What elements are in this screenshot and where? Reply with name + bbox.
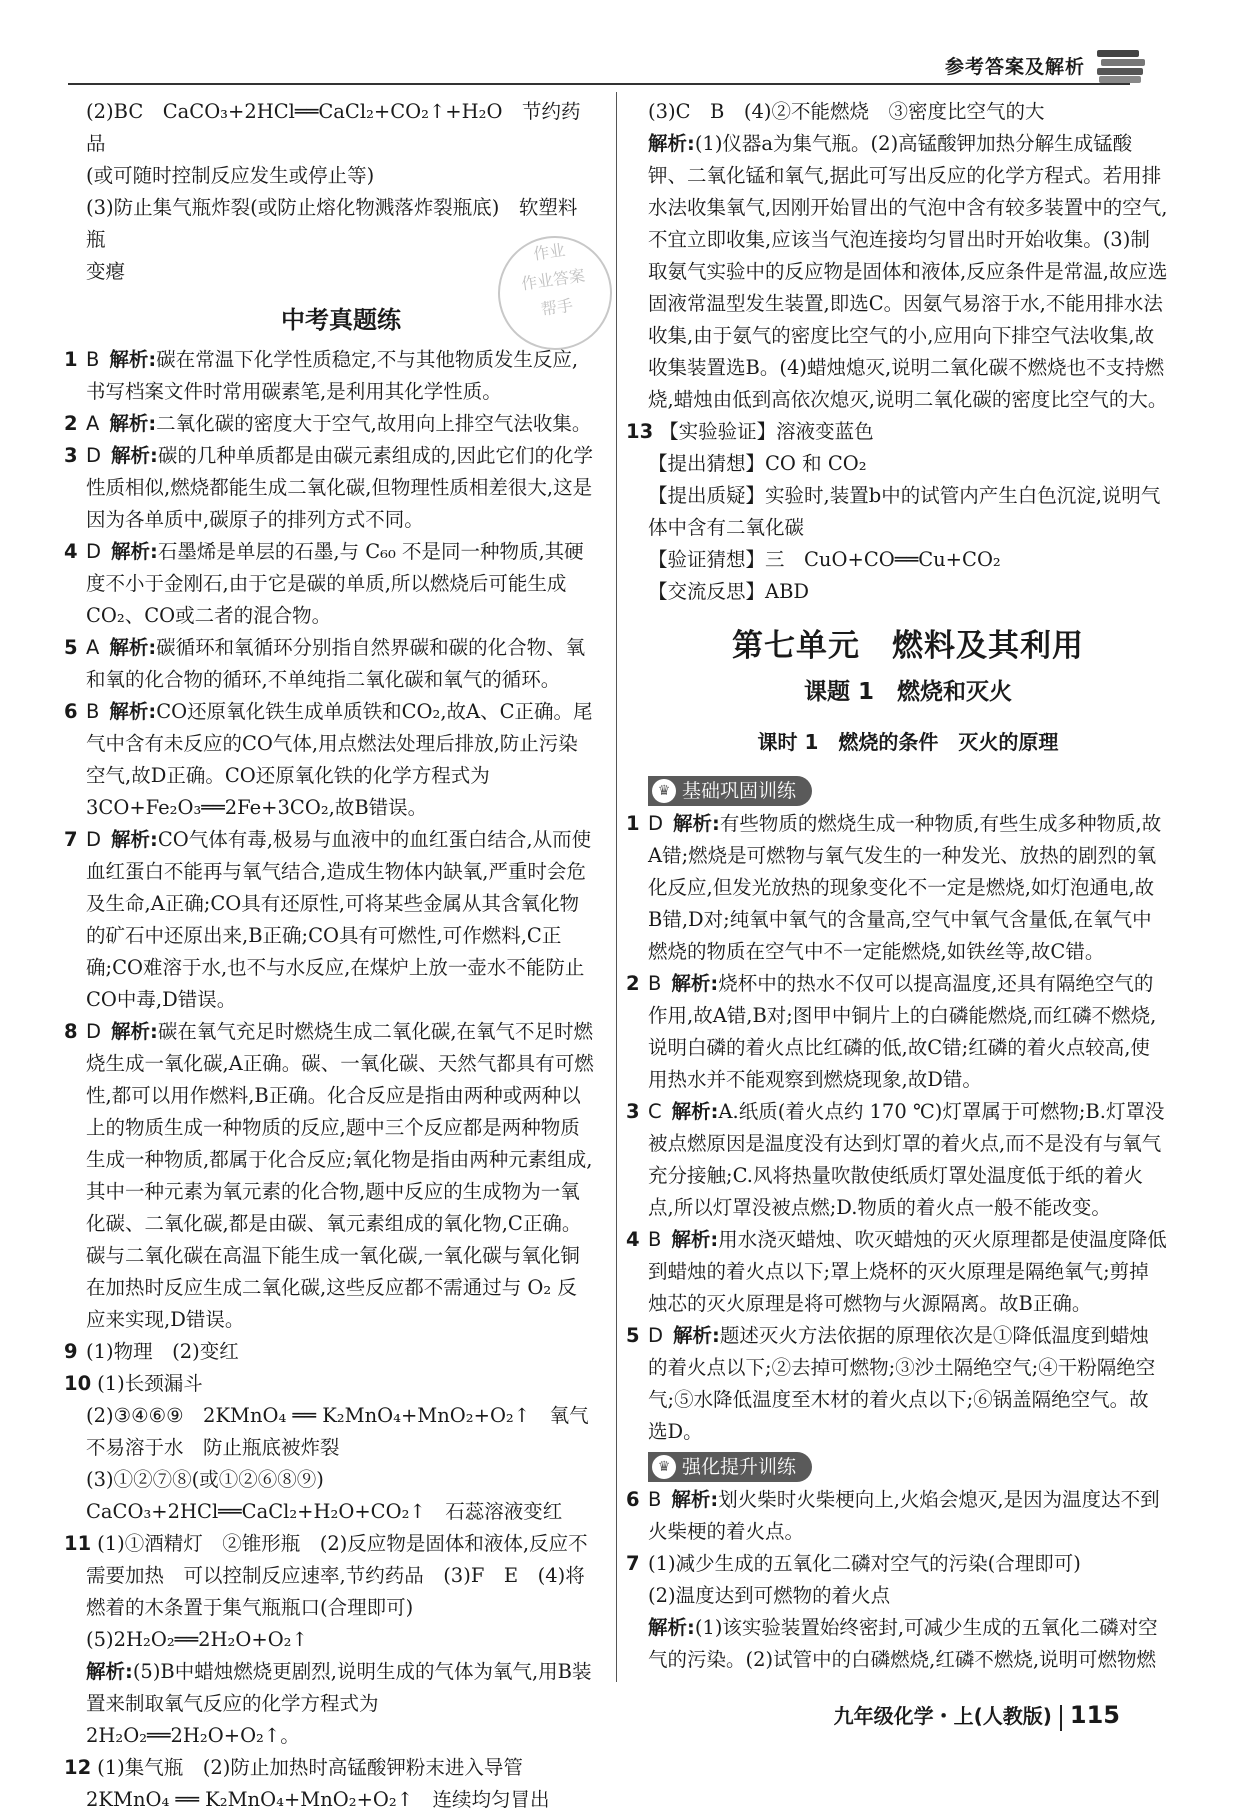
page-header	[0, 0, 1250, 90]
analysis-text: 解析:(1)该实验装置始终密封,可减少生成的五氧化二磷对空气的污染。(2)试管中的白磷燃烧,红磷不燃烧,说明可燃物燃	[648, 1616, 1158, 1671]
answer-item: 12 (1)集气瓶 (2)防止加热时高锰酸钾粉末进入导管	[64, 1756, 523, 1779]
answer-subitem: (2)温度达到可燃物的着火点	[648, 1584, 891, 1607]
analysis-text: 解析:(1)仪器a为集气瓶。(2)高锰酸钾加热分解生成锰酸钾、二氧化锰和氧气,据此可写出反应的化学方程式。若用排水法收集氧气,因刚开始冒出的气泡中含有较多装置中的空气,不宜立即收集,应该当气泡连接均匀冒出时开始收集。(3)制取氨气实验中的反应物是固体和液体,反应条件是常温,故应选固液常温型发生装置,即选C。因氨气易溶于水,不能用排水法收集,由于氨气的密度比空气的小,应用向下排空气法收集,故收集装置选B。(4)蜡烛熄灭,说明二氧化碳不燃烧也不支持燃烧,蜡烛由低到高依次熄灭,说明二氧化碳的密度比空气的大。	[648, 132, 1168, 411]
book-title: 九年级化学・上(人教版)	[833, 1704, 1052, 1728]
text-line: 变瘪	[86, 260, 126, 283]
answer-item: 13 【实验验证】溶液变蓝色	[626, 420, 874, 443]
section-badge: ♛ 基础巩固训练	[648, 776, 812, 806]
page-footer	[834, 1700, 1120, 1731]
text-line: (3)防止集气瓶炸裂(或防止熔化物溅落炸裂瓶底) 软塑料瓶	[86, 196, 578, 251]
crown-icon: ♛	[652, 779, 676, 803]
answer-item: 6 B 解析:划火柴时火柴梗向上,火焰会熄灭,是因为温度达不到火柴梗的着火点。	[626, 1488, 1160, 1543]
header-rule	[68, 83, 1130, 85]
answer-subitem: 【提出质疑】实验时,装置b中的试管内产生白色沉淀,说明气体中含有二氧化碳	[648, 484, 1161, 539]
text-line: (2)BC CaCO₃+2HCl══CaCl₂+CO₂↑+H₂O 节约药品	[86, 100, 581, 155]
answer-item: 5 A 解析:碳循环和氧循环分别指自然界碳和碳的化合物、氧和氧的化合物的循环,不单纯指二氧化碳和氧气的循环。	[64, 636, 586, 691]
section-badge: ♛ 强化提升训练	[648, 1452, 812, 1482]
answer-item: 11 (1)①酒精灯 ②锥形瓶 (2)反应物是固体和液体,反应不需要加热 可以控制反应速率,节约药品 (3)F E (4)将燃着的木条置于集气瓶瓶口(合理即可) (5)2H₂O₂══2H₂O+O₂↑	[64, 1532, 588, 1651]
answer-item: 9 (1)物理 (2)变红	[64, 1340, 239, 1363]
watermark-stamp: 作业 作业答案 帮手	[491, 229, 620, 358]
books-icon	[1097, 48, 1145, 82]
answer-subitem: 【验证猜想】三 CuO+CO══Cu+CO₂	[648, 548, 1001, 571]
answer-item: 7 D 解析:CO气体有毒,极易与血液中的血红蛋白结合,从而使血红蛋白不能再与氧气结合,造成生物体内缺氧,严重时会危及生命,A正确;CO具有还原性,可将某些金属从其含氧化物的矿石中还原出来,B正确;CO具有可燃性,可作燃料,C正确;CO难溶于水,也不与水反应,在煤炉上放一壶水不能防止CO中毒,D错误。	[64, 828, 592, 1011]
answer-item: 1 D 解析:有些物质的燃烧生成一种物质,有些生成多种物质,故A错;燃烧是可燃物与氧气发生的一种发光、放热的剧烈的氧化反应,但发光放热的现象变化不一定是燃烧,如灯泡通电,故B错,D对;纯氧中氧气的含量高,空气中氧气含量低,在氧气中燃烧的物质在空气中不一定能燃烧,如铁丝等,故C错。	[626, 812, 1162, 963]
answer-subitem: (3)①②⑦⑧(或①②⑥⑧⑨) CaCO₃+2HCl══CaCl₂+H₂O+CO₂↑ 石蕊溶液变红	[86, 1468, 563, 1523]
answer-item: 3 D 解析:碳的几种单质都是由碳元素组成的,因此它们的化学性质相似,燃烧都能生成二氧化碳,但物理性质相差很大,这是因为各单质中,碳原子的排列方式不同。	[64, 444, 594, 531]
answer-subitem: (2)③④⑥⑨ 2KMnO₄ ══ K₂MnO₄+MnO₂+O₂↑ 氧气不易溶于水 防止瓶底被炸裂	[86, 1404, 589, 1459]
answer-item: 1 B 解析:碳在常温下化学性质稳定,不与其他物质发生反应,书写档案文件时常用碳素笔,是利用其化学性质。	[64, 348, 579, 403]
text-line: (3)C B (4)②不能燃烧 ③密度比空气的大	[648, 100, 1045, 123]
header-title: 参考答案及解析	[944, 56, 1085, 78]
right-column	[626, 96, 1168, 1676]
answer-item: 3 C 解析:A.纸质(着火点约 170 ℃)灯罩属于可燃物;B.灯罩没被点燃原因是温度没有达到灯罩的着火点,而不是没有与氧气充分接触;C.风将热量吹散使纸质灯罩处温度低于纸的着火点,所以灯罩没被点燃;D.物质的着火点一般不能改变。	[626, 1100, 1165, 1219]
page-number: 115	[1069, 1701, 1120, 1729]
answer-item: 6 B 解析:CO还原氧化铁生成单质铁和CO₂,故A、C正确。尾气中含有未反应的CO气体,用点燃法处理后排放,防止污染空气,故D正确。CO还原氧化铁的化学方程式为 3CO+Fe₂O₃══2Fe+3CO₂,故B错误。	[64, 700, 593, 819]
answer-subitem: 2KMnO₄ ══ K₂MnO₄+MnO₂+O₂↑ 连续均匀冒出	[86, 1788, 550, 1811]
answer-item: 4 B 解析:用水浇灭蜡烛、吹灭蜡烛的灭火原理都是使温度降低到蜡烛的着火点以下;罩上烧杯的灭火原理是隔绝氧气;剪掉烛芯的灭火原理是将可燃物与火源隔离。故B正确。	[626, 1228, 1167, 1315]
answer-subitem: 【交流反思】ABD	[648, 580, 810, 603]
crown-icon: ♛	[652, 1455, 676, 1479]
answer-subitem: 【提出猜想】CO 和 CO₂	[648, 452, 867, 475]
section-title: 中考真题练	[281, 306, 401, 334]
analysis-text: 解析:(5)B中蜡烛燃烧更剧烈,说明生成的气体为氧气,用B装置来制取氧气反应的化学方程式为 2H₂O₂══2H₂O+O₂↑。	[86, 1660, 592, 1747]
answer-item: 10 (1)长颈漏斗	[64, 1372, 203, 1395]
unit-title: 第七单元 燃料及其利用	[732, 628, 1084, 664]
column-divider	[616, 92, 617, 1682]
answer-item: 5 D 解析:题述灭火方法依据的原理依次是①降低温度到蜡烛的着火点以下;②去掉可燃物;③沙土隔绝空气;④干粉隔绝空气;⑤水降低温度至木材的着火点以下;⑥锅盖隔绝空气。故选D。	[626, 1324, 1156, 1443]
answer-item: 4 D 解析:石墨烯是单层的石墨,与 C₆₀ 不是同一种物质,其硬度不小于金刚石,由于它是碳的单质,所以燃烧后可能生成CO₂、CO或二者的混合物。	[64, 540, 584, 627]
text-line: (或可随时控制反应发生或停止等)	[86, 164, 375, 187]
answer-item: 2 B 解析:烧杯中的热水不仅可以提高温度,还具有隔绝空气的作用,故A错,B对;图甲中铜片上的白磷能燃烧,而红磷不燃烧,说明白磷的着火点比红磷的低,故C错;红磷的着火点较高,使用热水并不能观察到燃烧现象,故D错。	[626, 972, 1157, 1091]
answer-item: 8 D 解析:碳在氧气充足时燃烧生成二氧化碳,在氧气不足时燃烧生成一氧化碳,A正确。碳、一氧化碳、天然气都具有可燃性,都可以用作燃料,B正确。化合反应是指由两种或两种以上的物质生成一种物质的反应,题中三个反应都是两种物质生成一种物质,都属于化合反应;氧化物是指由两种元素组成,其中一种元素为氧元素的化合物,题中反应的生成物为一氧化碳、二氧化碳,都是由碳、氧元素组成的氧化物,C正确。碳与二氧化碳在高温下能生成一氧化碳,一氧化碳与氧化铜在加热时反应生成二氧化碳,这些反应都不需通过与 O₂ 反应来实现,D错误。	[64, 1020, 594, 1331]
lesson-title: 课时 1 燃烧的条件 灭火的原理	[757, 730, 1059, 754]
topic-title: 课题 1 燃烧和灭火	[803, 679, 1012, 705]
left-column	[64, 96, 596, 1816]
answer-item: 7 (1)减少生成的五氧化二磷对空气的污染(合理即可)	[626, 1552, 1081, 1575]
answer-item: 2 A 解析:二氧化碳的密度大于空气,故用向上排空气法收集。	[64, 412, 592, 435]
